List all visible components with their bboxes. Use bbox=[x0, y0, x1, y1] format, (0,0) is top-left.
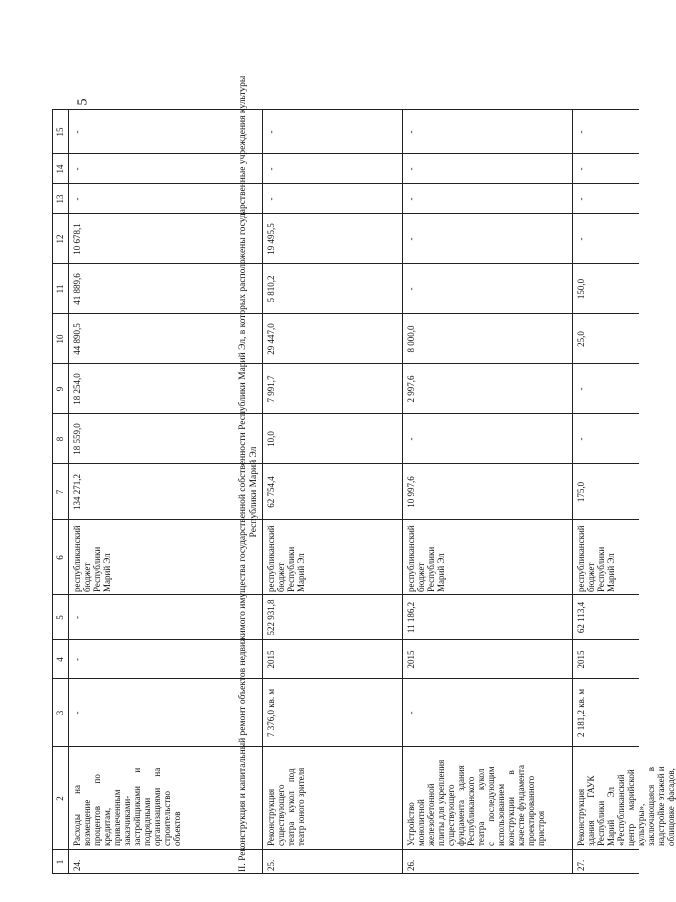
col-header: 10 bbox=[55, 334, 65, 344]
col-border bbox=[52, 746, 639, 747]
capacity: 2 181,2 кв. м bbox=[576, 688, 586, 738]
col-border bbox=[52, 183, 639, 184]
col-header: 4 bbox=[55, 657, 65, 662]
col-border bbox=[52, 413, 639, 414]
cell-c8: - bbox=[576, 437, 586, 441]
col-border bbox=[52, 109, 639, 110]
funding-source: республиканский бюджет Республики Марий Эл bbox=[72, 525, 112, 592]
funding-source: республиканский бюджет Республики Марий Эл bbox=[266, 525, 306, 592]
cell-c12: - bbox=[576, 237, 586, 241]
header-bottom-border bbox=[68, 110, 69, 874]
object-name: Расходы на возмещение процентов по кредитам, привлеченным заказчиками- застройщиками и подрядными организациями на строительство объектов bbox=[72, 767, 182, 846]
cell-c13: - bbox=[406, 197, 416, 201]
cell-c11: 41 889,6 bbox=[72, 273, 82, 305]
cell-c12: 10 678,1 bbox=[72, 223, 82, 255]
cell-c11: 150,0 bbox=[576, 278, 586, 300]
cell-c13: - bbox=[72, 197, 82, 201]
col-header: 11 bbox=[55, 284, 65, 294]
col-border bbox=[52, 849, 639, 850]
col-header: 6 bbox=[55, 555, 65, 560]
cell-c8: 18 559,0 bbox=[72, 423, 82, 455]
row-divider bbox=[402, 110, 403, 874]
object-name: Реконструкция существующего театра кукол под театр юного зрителя bbox=[266, 767, 306, 846]
col-header: 1 bbox=[55, 859, 65, 865]
section-heading: II. Реконструкция и капитальный ремонт объектов недвижимого имущества государственной собственности Республики Марий Эл, в которых расположены государственные учреждения культуры Республики Марий Эл bbox=[238, 75, 259, 872]
cell-c15: - bbox=[576, 130, 586, 134]
row-number: 25. bbox=[266, 859, 276, 871]
col-border bbox=[52, 639, 639, 640]
object-name: Реконструкция здания ГАУК Республики Марий Эл «Республиканский центр марийской культуры», заключающаяся в надстройке этажей и облицовке фасадов, bbox=[576, 766, 676, 846]
estimated-cost: 522 931,8 bbox=[266, 599, 276, 636]
col-header: 13 bbox=[55, 194, 65, 204]
estimated-cost: 11 186,2 bbox=[406, 601, 416, 634]
col-border bbox=[52, 678, 639, 679]
cell-c9: - bbox=[576, 387, 586, 391]
cell-c12: 19 495,5 bbox=[266, 223, 276, 255]
cell-c10: 8 000,0 bbox=[406, 325, 416, 353]
cell-c10: 29 447,0 bbox=[266, 323, 276, 355]
col-border bbox=[52, 213, 639, 214]
cell-c14: - bbox=[576, 167, 586, 171]
row-divider bbox=[572, 110, 573, 874]
cell-c9: 7 991,7 bbox=[266, 375, 276, 403]
cell-c8: 10,0 bbox=[266, 431, 276, 447]
col-header: 15 bbox=[55, 127, 65, 137]
row-number: 27. bbox=[576, 859, 586, 871]
col-border bbox=[52, 519, 639, 520]
cell-c15: - bbox=[266, 130, 276, 134]
cell-c9: 2 997,6 bbox=[406, 375, 416, 403]
col-border bbox=[52, 153, 639, 154]
col-header: 12 bbox=[55, 234, 65, 244]
col-border bbox=[52, 463, 639, 464]
row-divider bbox=[262, 110, 263, 874]
cell-c14: - bbox=[406, 167, 416, 171]
cell-c7: 10 997,6 bbox=[406, 476, 416, 508]
col-header: 3 bbox=[55, 710, 65, 716]
col-header: 2 bbox=[55, 796, 65, 801]
col-border bbox=[52, 873, 639, 874]
funding-source: республиканский бюджет Республики Марий Эл bbox=[576, 525, 616, 592]
cell-c12: - bbox=[406, 237, 416, 241]
table-top-border bbox=[52, 110, 53, 874]
cell-c7: 62 754,4 bbox=[266, 476, 276, 508]
row-number: 24. bbox=[72, 859, 82, 871]
funding-source: республиканский бюджет Республики Марий Эл bbox=[406, 525, 446, 592]
estimated-cost: 62 113,4 bbox=[576, 601, 586, 634]
row-number: 26. bbox=[406, 859, 416, 871]
capacity: - bbox=[406, 711, 416, 715]
col-border bbox=[52, 263, 639, 264]
cell-c11: - bbox=[406, 287, 416, 291]
commission-year: 2015 bbox=[406, 650, 416, 669]
cell-c8: - bbox=[406, 437, 416, 441]
cell-c13: - bbox=[576, 197, 586, 201]
cell-c7: 134 271,2 bbox=[72, 474, 82, 510]
col-header: 7 bbox=[55, 489, 65, 495]
cell-c7: 175,0 bbox=[576, 481, 586, 503]
page-number: 5 bbox=[75, 98, 91, 106]
capacity: - bbox=[72, 711, 82, 715]
capacity: 7 376,0 кв. м bbox=[266, 688, 276, 738]
col-border bbox=[52, 363, 639, 364]
cell-c15: - bbox=[406, 130, 416, 134]
col-header: 5 bbox=[55, 615, 65, 620]
col-border bbox=[52, 313, 639, 314]
object-name: Устройство монолитной железобетонной плиты для укрепления существующего фундамента здания Республиканского театра кукол с последующим использованием конструкции в качестве фундамента проектированного пристроя bbox=[406, 759, 546, 846]
cell-c13: - bbox=[266, 197, 276, 201]
col-header: 8 bbox=[55, 436, 65, 442]
commission-year: - bbox=[72, 658, 82, 661]
cell-c9: 18 254,0 bbox=[72, 373, 82, 405]
col-header: 14 bbox=[55, 164, 65, 174]
col-header: 9 bbox=[55, 386, 65, 392]
cell-c14: - bbox=[266, 167, 276, 171]
cell-c15: - bbox=[72, 130, 82, 134]
estimated-cost: - bbox=[72, 616, 82, 619]
cell-c10: 25,0 bbox=[576, 331, 586, 347]
col-border bbox=[52, 594, 639, 595]
commission-year: 2015 bbox=[266, 650, 276, 669]
commission-year: 2015 bbox=[576, 650, 586, 669]
cell-c14: - bbox=[72, 167, 82, 171]
cell-c11: 5 810,2 bbox=[266, 275, 276, 303]
cell-c10: 44 890,5 bbox=[72, 323, 82, 355]
